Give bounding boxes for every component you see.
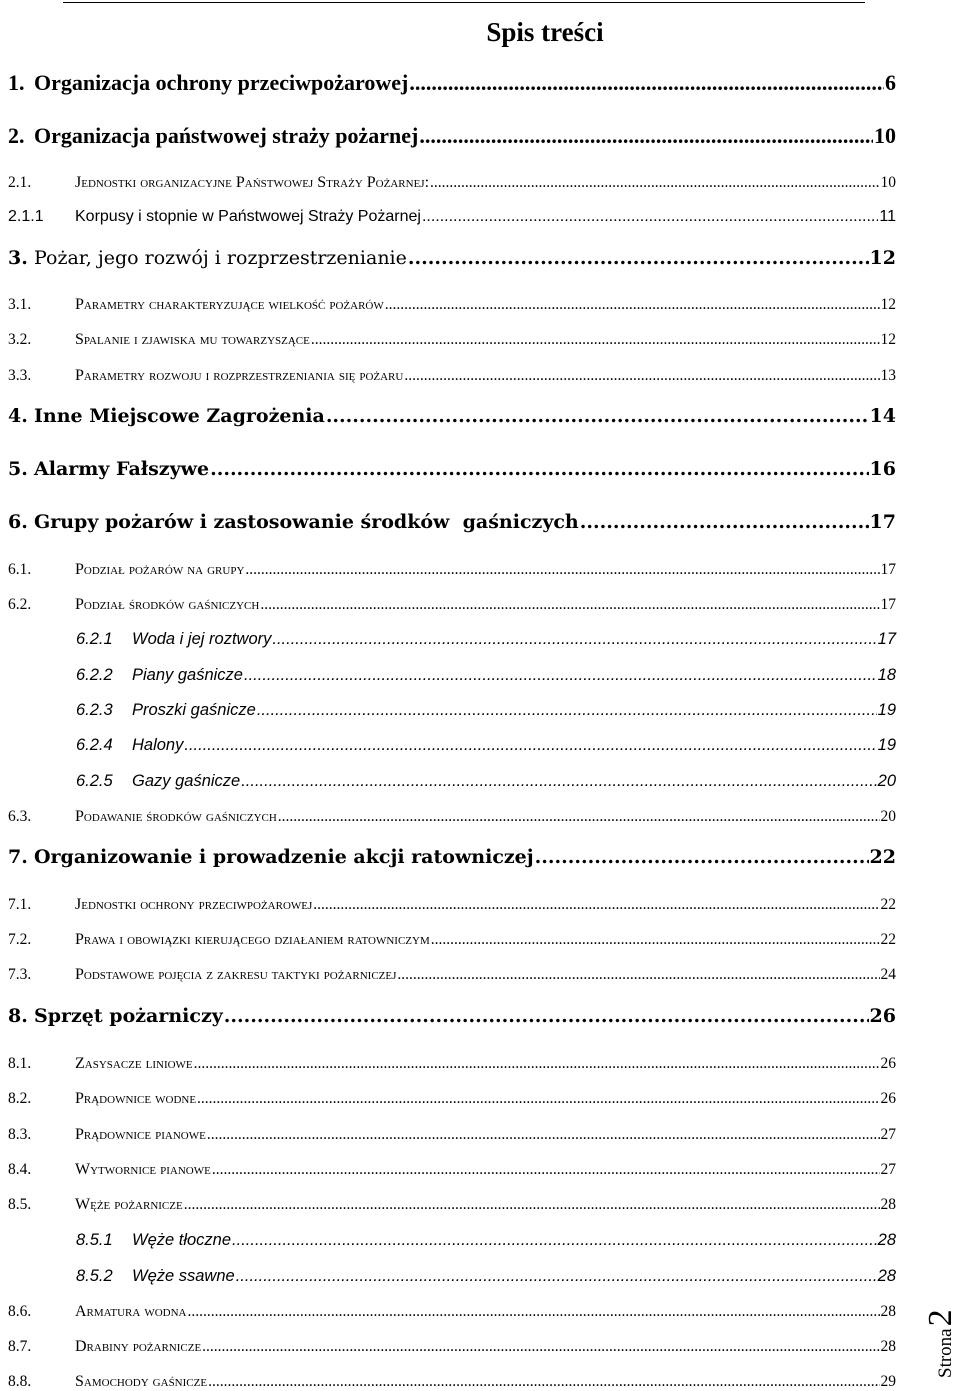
entry-title: Parametry charakteryzujące wielkość pożarów [75,296,384,313]
dot-leader [202,1338,879,1356]
entry-title: Podstawowe pojęcia z zakresu taktyki pożarniczej [75,966,397,983]
toc-entry[interactable] [8,405,896,427]
dot-leader [385,296,880,314]
toc-entry[interactable] [8,70,896,96]
page-number: 2 [922,1309,959,1327]
entry-page: 20 [877,772,896,790]
entry-title: Podział pożarów na grupy [75,561,245,578]
page-label: Strona [935,1328,956,1378]
entry-number: 2.1. [8,174,32,191]
entry-page: 22 [880,931,896,948]
dot-leader [419,123,873,149]
entry-number: 8.2. [8,1090,32,1107]
entry-page: 28 [877,1267,896,1285]
dot-leader [430,174,879,192]
dot-leader [260,596,879,614]
entry-page: 28 [877,1231,896,1249]
entry-title: Prądownice pianowe [75,1126,206,1143]
entry-page: 26 [880,1055,896,1072]
entry-number: 6.2.2 [76,666,113,684]
toc-entry[interactable] [8,174,896,192]
dot-leader [272,630,876,649]
dot-leader [210,458,868,480]
entry-number: 3.2. [8,331,32,348]
entry-page: 27 [880,1126,896,1143]
entry-title: Proszki gaśnicze [132,701,256,719]
entry-title: Jednostki ochrony przeciwpożarowej [75,896,313,913]
entry-page: 16 [869,458,896,480]
toc-entry[interactable] [8,1005,896,1027]
header-rule [63,2,865,3]
toc-entry[interactable] [8,247,896,269]
dot-leader [236,1267,877,1286]
toc-entry[interactable] [8,1126,896,1144]
toc-entry[interactable] [8,1267,896,1286]
dot-leader [313,896,879,914]
entry-number: 7.3. [8,966,32,983]
toc-entry[interactable] [8,896,896,914]
entry-page: 19 [877,701,896,719]
entry-title: Organizowanie i prowadzenie akcji ratowniczej [34,846,534,868]
dot-leader [244,666,877,685]
dot-leader [188,1303,880,1321]
entry-page: 28 [880,1338,896,1355]
entry-number: 8.1. [8,1055,32,1072]
entry-number: 8.5. [8,1196,32,1213]
entry-number: 8.7. [8,1338,32,1355]
dot-leader [326,405,869,427]
entry-title: Gazy gaśnicze [132,772,241,790]
dot-leader [232,1231,877,1250]
entry-number: 6.1. [8,561,32,578]
entry-number: 6.2.5 [76,772,113,790]
dot-leader [207,1126,880,1144]
dot-leader [397,966,879,984]
dot-leader [431,931,880,949]
toc-entry[interactable] [8,1055,896,1073]
entry-page: 24 [880,966,896,983]
toc-entry[interactable] [8,1303,896,1321]
entry-page: 11 [879,208,896,225]
entry-page: 28 [880,1196,896,1213]
entry-number: 6.2.4 [76,736,113,754]
entry-number: 8.8. [8,1373,32,1390]
entry-page: 28 [880,1303,896,1320]
dot-leader [208,1373,879,1391]
entry-page: 17 [880,561,896,578]
toc-entry[interactable] [8,296,896,314]
entry-title: Prawa i obowiązki kierującego działaniem ratowniczym [75,931,430,948]
entry-number: 3.3. [8,367,32,384]
entry-number: 6.2. [8,596,32,613]
entry-number: 8.5.2 [76,1267,113,1285]
entry-number: 6. [8,511,28,533]
dot-leader [197,1090,879,1108]
entry-page: 29 [880,1373,896,1390]
entry-title: Organizacja państwowej straży pożarnej [34,123,419,148]
toc-entry[interactable] [8,123,896,149]
toc-entry[interactable] [8,596,896,614]
entry-number: 5. [8,458,28,480]
dot-leader [278,808,880,826]
toc-entry[interactable] [8,458,896,480]
dot-leader [184,736,876,755]
dot-leader [580,511,869,533]
entry-number: 6.3. [8,808,32,825]
dot-leader [194,1055,880,1073]
entry-title: Halony [132,736,184,754]
entry-title: Wytwornice pianowe [75,1161,211,1178]
dot-leader [311,331,880,349]
dot-leader [212,1161,880,1179]
entry-page: 13 [880,367,896,384]
dot-leader [184,1196,880,1214]
entry-title: Sprzęt pożarniczy [34,1005,223,1027]
dot-leader [257,701,877,720]
entry-number: 7.1. [8,896,32,913]
entry-title: Korpusy i stopnie w Państwowej Straży Pożarnej [75,208,421,225]
entry-title: Węże pożarnicze [75,1196,183,1213]
entry-number: 6.2.3 [76,701,113,719]
entry-title: Węże tłoczne [132,1231,232,1249]
entry-number: 4. [8,405,28,427]
toc-entry[interactable] [8,1196,896,1214]
page-footer [910,1260,960,1380]
dot-leader [408,247,869,269]
entry-title: Samochody gaśnicze [75,1373,208,1390]
entry-number: 8.3. [8,1126,32,1143]
entry-number: 7. [8,846,28,868]
toc-entry[interactable] [8,1338,896,1356]
entry-page: 18 [877,666,896,684]
toc-entry[interactable] [8,966,896,984]
entry-page: 26 [869,1005,896,1027]
entry-page: 6 [885,70,896,95]
dot-leader [409,70,884,96]
entry-page: 19 [877,736,896,754]
toc-entry[interactable] [8,561,896,579]
dot-leader [404,367,879,385]
entry-page: 17 [877,630,896,648]
entry-page: 12 [880,296,896,313]
toc-entry[interactable] [8,1373,896,1391]
entry-title: Jednostki organizacyjne Państwowej Straży Pożarnej: [75,174,430,191]
toc-entry[interactable] [8,1090,896,1108]
entry-title: Alarmy Fałszywe [34,458,210,480]
dot-leader [245,561,879,579]
entry-page: 17 [869,511,896,533]
entry-title: Grupy pożarów i zastosowanie środków gaśniczych [34,511,579,533]
toc-entry[interactable] [8,701,896,720]
toc-entry[interactable] [8,511,896,533]
entry-page: 12 [869,247,896,269]
toc-entry[interactable] [8,772,896,791]
toc-title: Spis treści [486,17,604,47]
entry-page: 14 [869,405,896,427]
toc-entry[interactable] [8,367,896,385]
toc-entry[interactable] [8,846,896,868]
entry-title: Armatura wodna [75,1303,187,1320]
dot-leader [224,1005,869,1027]
entry-number: 3. [8,247,28,269]
toc-entry[interactable] [8,208,896,226]
entry-page: 12 [880,331,896,348]
toc-entry[interactable] [8,1161,896,1179]
entry-page: 22 [880,896,896,913]
toc-entry[interactable] [8,1231,896,1250]
dot-leader [535,846,869,868]
entry-title: Drabiny pożarnicze [75,1338,202,1355]
entry-number: 6.2.1 [76,630,113,648]
toc-entry[interactable] [8,666,896,685]
entry-page: 22 [869,846,896,868]
entry-title: Węże ssawne [132,1267,235,1285]
entry-title: Zasysacze liniowe [75,1055,193,1072]
entry-number: 2. [8,123,25,148]
entry-title: Spalanie i zjawiska mu towarzyszące [75,331,310,348]
entry-number: 8.5.1 [76,1231,113,1249]
entry-number: 2.1.1 [8,208,44,225]
dot-leader [241,772,876,791]
toc-entry[interactable] [8,630,896,649]
entry-number: 3.1. [8,296,32,313]
entry-title: Woda i jej roztwory [132,630,272,648]
toc-entry[interactable] [8,736,896,755]
entry-title: Organizacja ochrony przeciwpożarowej [34,70,409,95]
entry-page: 10 [880,174,896,191]
entry-title: Piany gaśnicze [132,666,243,684]
toc-entry[interactable] [8,808,896,826]
entry-number: 8. [8,1005,28,1027]
toc-entry[interactable] [8,331,896,349]
entry-page: 10 [874,123,896,148]
entry-number: 7.2. [8,931,32,948]
entry-number: 1. [8,70,25,95]
entry-title: Inne Miejscowe Zagrożenia [34,405,325,427]
entry-page: 27 [880,1161,896,1178]
entry-title: Parametry rozwoju i rozprzestrzeniania się pożaru [75,367,404,384]
entry-page: 17 [880,596,896,613]
entry-number: 8.6. [8,1303,32,1320]
dot-leader [422,208,878,226]
entry-page: 20 [880,808,896,825]
entry-title: Prądownice wodne [75,1090,197,1107]
entry-page: 26 [880,1090,896,1107]
toc-entry[interactable] [8,931,896,949]
entry-title: Pożar, jego rozwój i rozprzestrzenianie [34,247,407,269]
entry-title: Podział środków gaśniczych [75,596,260,613]
entry-number: 8.4. [8,1161,32,1178]
entry-title: Podawanie środków gaśniczych [75,808,277,825]
